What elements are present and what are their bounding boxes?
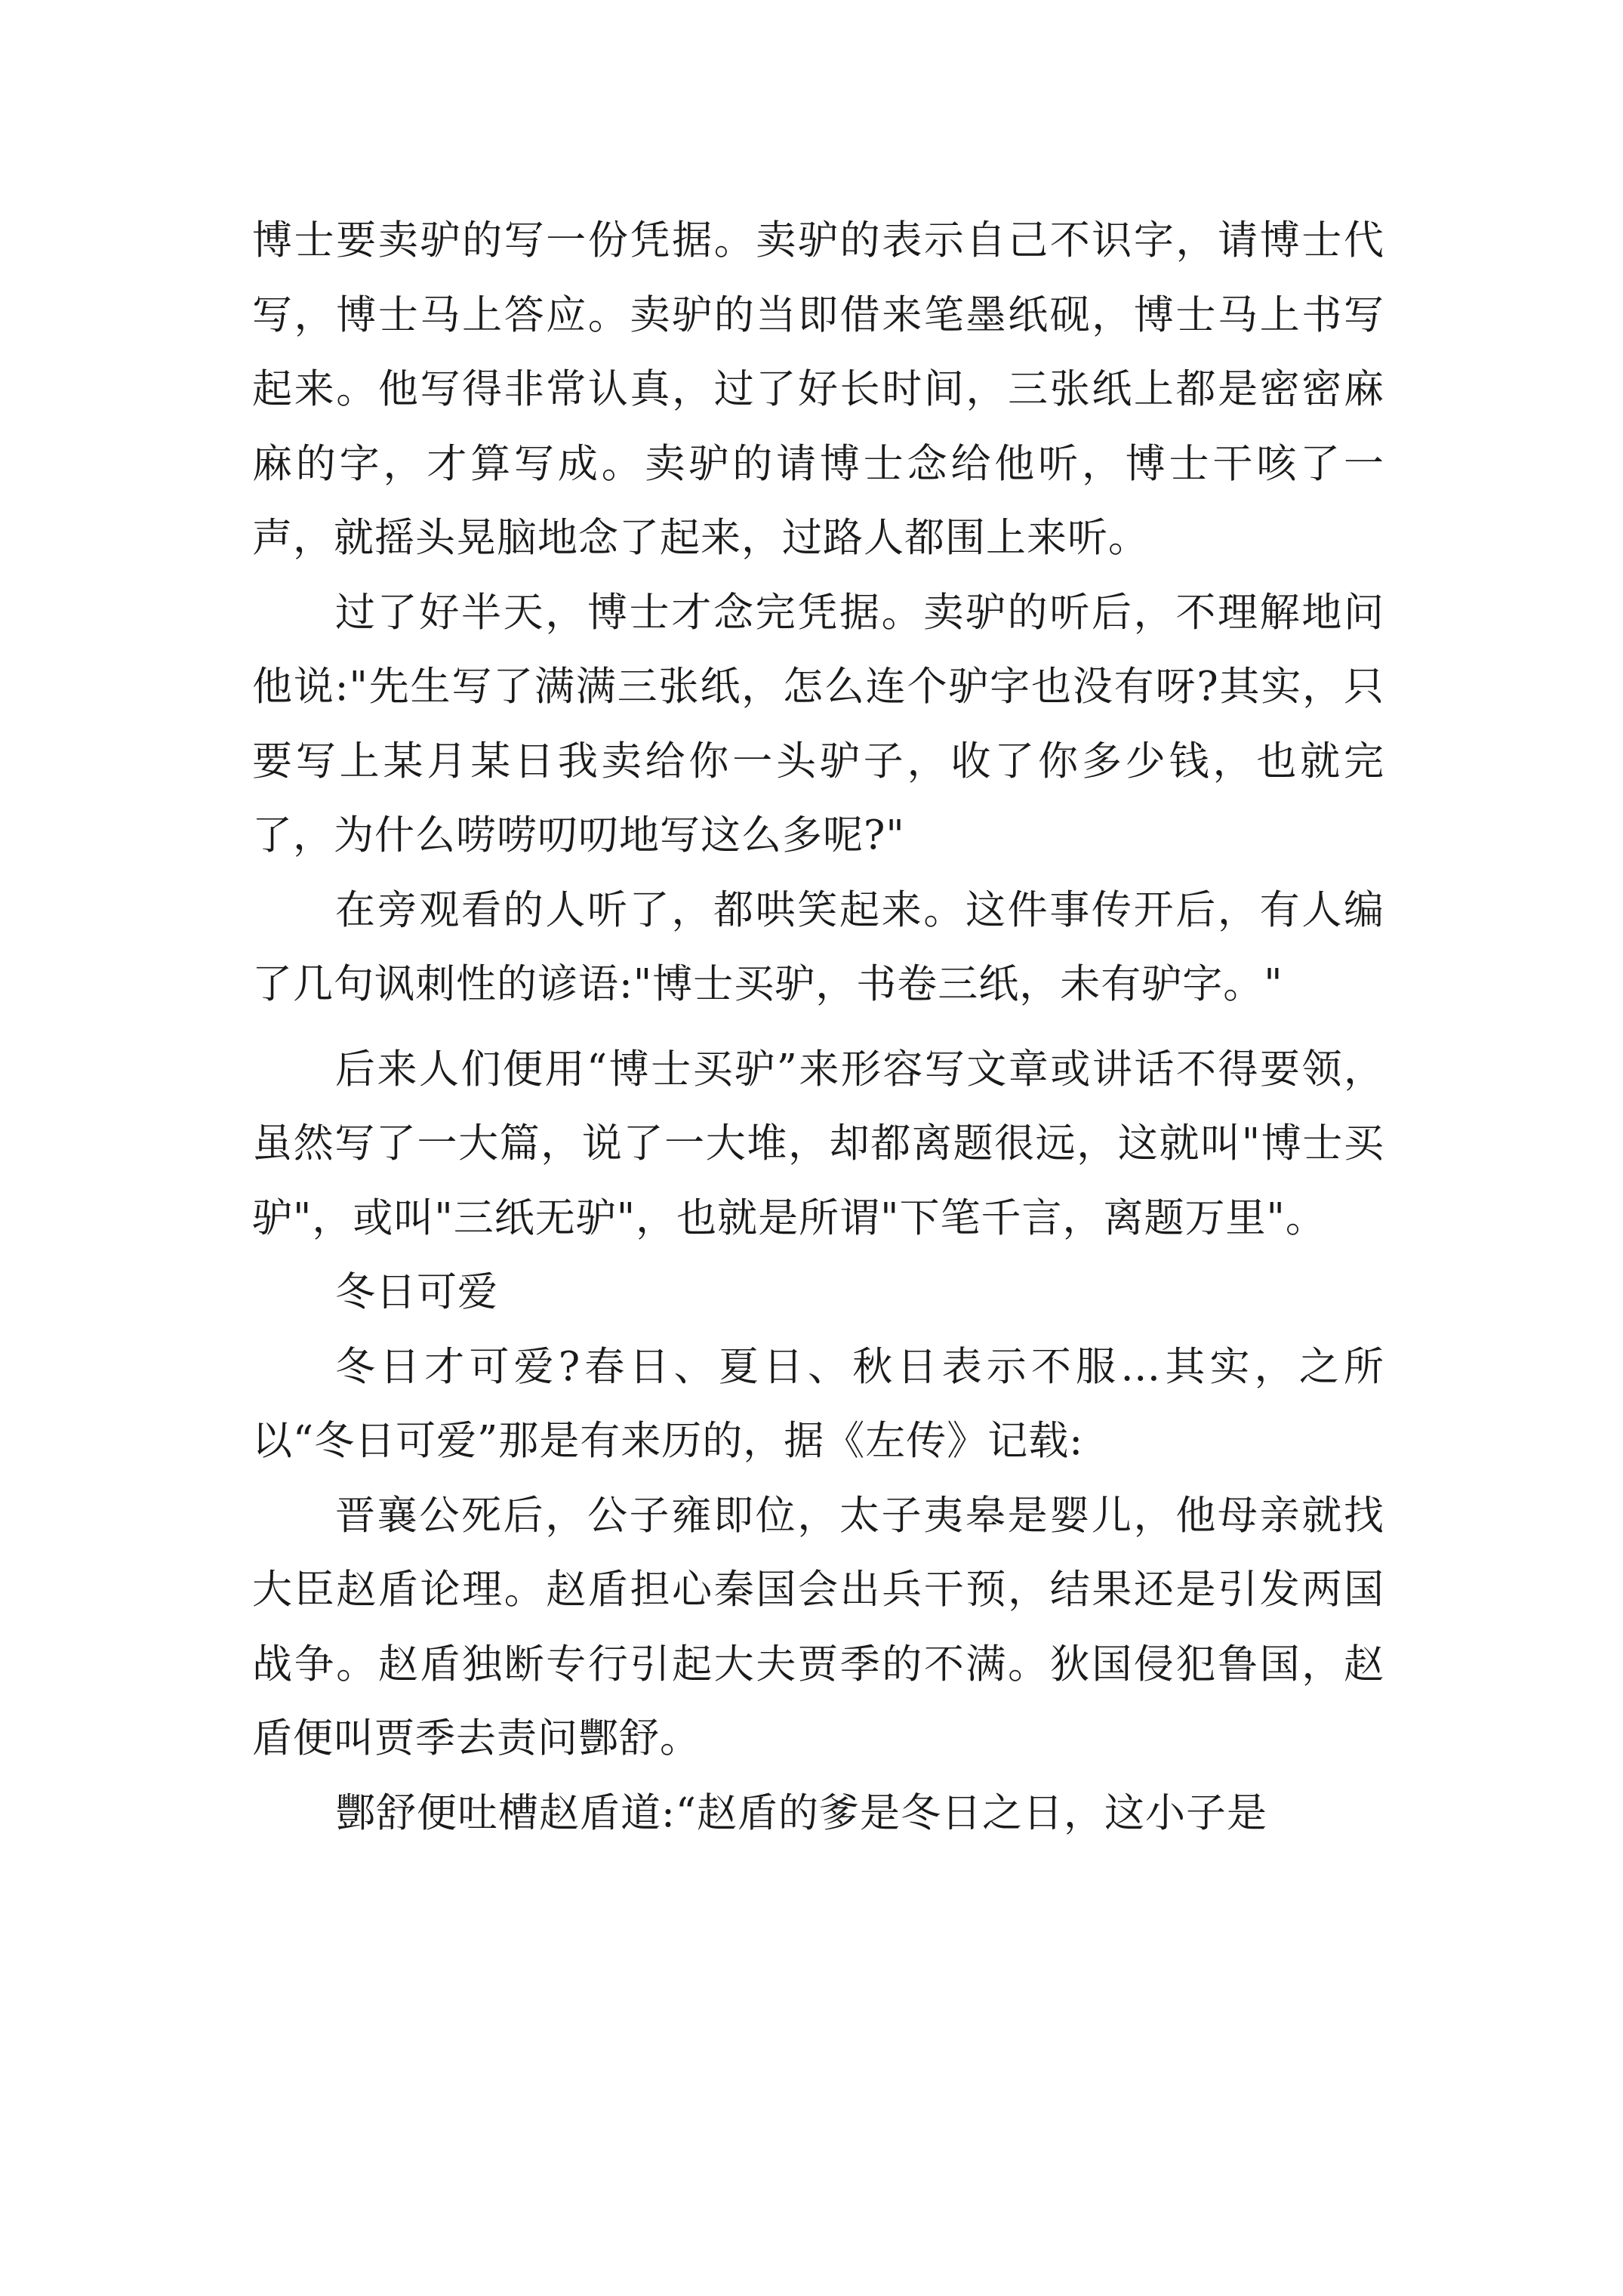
paragraph-donkey-contract: 博士要卖驴的写一份凭据。卖驴的表示自己不识字，请博士代写，博士马上答应。卖驴的当即借来笔墨纸砚，博士马上书写起来。他写得非常认真，过了好长时间，三张纸上都是密密麻麻的字，才算写成。卖驴的请博士念给他听，博士干咳了一声，就摇头晃脑地念了起来，过路人都围上来听。 [252, 217, 1384, 561]
section-title: 冬日可爱 [335, 1269, 498, 1315]
paragraph-winter-intro: 冬日才可爱?春日、夏日、秋日表示不服…其实，之所以“冬日可爱”那是有来历的，据《左传》记载: [252, 1343, 1384, 1464]
paragraph-feng-shu: 酆舒便吐槽赵盾道:“赵盾的爹是冬日之日，这小子是 [335, 1789, 1267, 1836]
document-page [252, 204, 1384, 1851]
paragraph-idiom-meaning: 后来人们便用“博士买驴”来形容写文章或讲话不得要领，虽然写了一大篇，说了一大堆，却都离题很远，这就叫"博士买驴"，或叫"三纸无驴"，也就是所谓"下笔千言，离题万里"。 [252, 1046, 1384, 1241]
paragraph-donkey-question: 过了好半天，博士才念完凭据。卖驴的听后，不理解地问他说:"先生写了满满三张纸，怎么连个驴字也没有呀?其实，只要写上某月某日我卖给你一头驴子，收了你多少钱，也就完了，为什么唠唠叨叨地写这么多呢?" [252, 589, 1384, 858]
paragraph-jin-history: 晋襄公死后，公子雍即位，太子夷皋是婴儿，他母亲就找大臣赵盾论理。赵盾担心秦国会出兵干预，结果还是引发两国战争。赵盾独断专行引起大夫贾季的不满。狄国侵犯鲁国，赵盾便叫贾季去责问酆舒。 [252, 1492, 1384, 1761]
paragraph-proverb: 在旁观看的人听了，都哄笑起来。这件事传开后，有人编了几句讽刺性的谚语:"博士买驴，书卷三纸，未有驴字。" [252, 886, 1384, 1007]
